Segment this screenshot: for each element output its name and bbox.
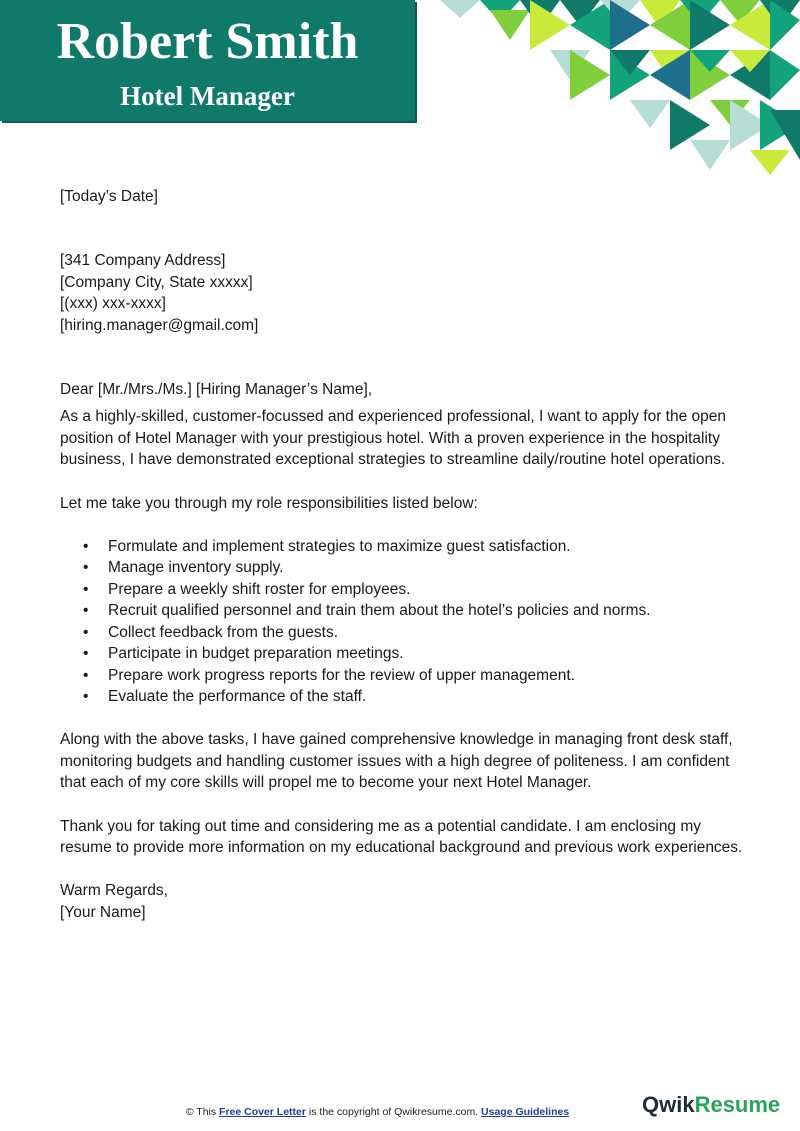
list-item: • Manage inventory supply. (60, 557, 750, 578)
applicant-job-title: Hotel Manager (120, 81, 295, 111)
geometric-triangle-decoration (430, 0, 800, 175)
recipient-address-block (60, 250, 750, 336)
intro-paragraph: As a highly-skilled, customer-focussed and experienced professional, I want to apply for the open position of Hotel Manager with your prestigious hotel. With a proven experience in the hospitality business, I have demonstrated exceptional strategies to streamline daily/routine hotel operations. (60, 408, 727, 469)
letter-date: [Today’s Date] (60, 188, 158, 205)
address-line: [hiring.manager@gmail.com] (60, 316, 259, 334)
list-intro: Let me take you through my role responsibilities listed below: (60, 494, 478, 512)
triangle-pattern (440, 0, 800, 175)
qwikresume-logo (642, 1091, 780, 1119)
bullet-icon: • (83, 645, 89, 663)
applicant-name: Robert Smith (56, 13, 359, 70)
bullet-icon: • (83, 687, 89, 705)
list-item: • Prepare a weekly shift roster for employees. (60, 579, 750, 600)
signature-name: [Your Name] (60, 903, 146, 921)
usage-guidelines-link[interactable]: Usage Guidelines (481, 1106, 570, 1118)
list-item: • Recruit qualified personnel and train them about the hotel’s policies and norms. (60, 600, 750, 621)
responsibilities-list (60, 536, 750, 707)
salutation: Dear [Mr./Mrs./Ms.] [Hiring Manager’s Name], (60, 381, 373, 399)
footer-prefix: © This (185, 1106, 220, 1118)
skills-paragraph: Along with the above tasks, I have gained comprehensive knowledge in managing front desk staff, monitoring budgets and handling customer issues with a high degree of politeness. I am confident that each of my core skills will propel me to become your next Hotel Manager. (60, 731, 733, 792)
address-line: [Company City, State xxxxx] (60, 273, 253, 291)
footer-middle: is the copyright of Qwikresume.com. (305, 1106, 482, 1118)
address-line: [(xxx) xxx-xxxx] (60, 295, 166, 313)
bullet-icon: • (83, 602, 89, 620)
list-item: • Formulate and implement strategies to maximize guest satisfaction. (60, 536, 750, 557)
list-item: • Evaluate the performance of the staff. (60, 686, 750, 707)
logo-part-resume: Resume (694, 1092, 781, 1117)
bullet-icon: • (83, 666, 89, 684)
header-banner (0, 0, 415, 121)
signoff: Warm Regards, (60, 882, 168, 900)
closing-paragraph: Thank you for taking out time and considering me as a potential candidate. I am enclosing my resume to provide more information on my educational background and previous work experiences. (60, 817, 743, 856)
list-item: • Prepare work progress reports for the review of upper management. (60, 665, 750, 686)
bullet-icon: • (83, 559, 89, 577)
address-line: [341 Company Address] (60, 252, 226, 270)
bullet-icon: • (83, 623, 89, 641)
free-cover-letter-link[interactable]: Free Cover Letter (219, 1106, 306, 1118)
cover-letter-body (60, 186, 750, 923)
bullet-icon: • (83, 538, 89, 556)
list-item: • Collect feedback from the guests. (60, 622, 750, 643)
list-item: • Participate in budget preparation meetings. (60, 643, 750, 664)
logo-part-qwik: Qwik (642, 1092, 695, 1117)
bullet-icon: • (83, 580, 89, 598)
